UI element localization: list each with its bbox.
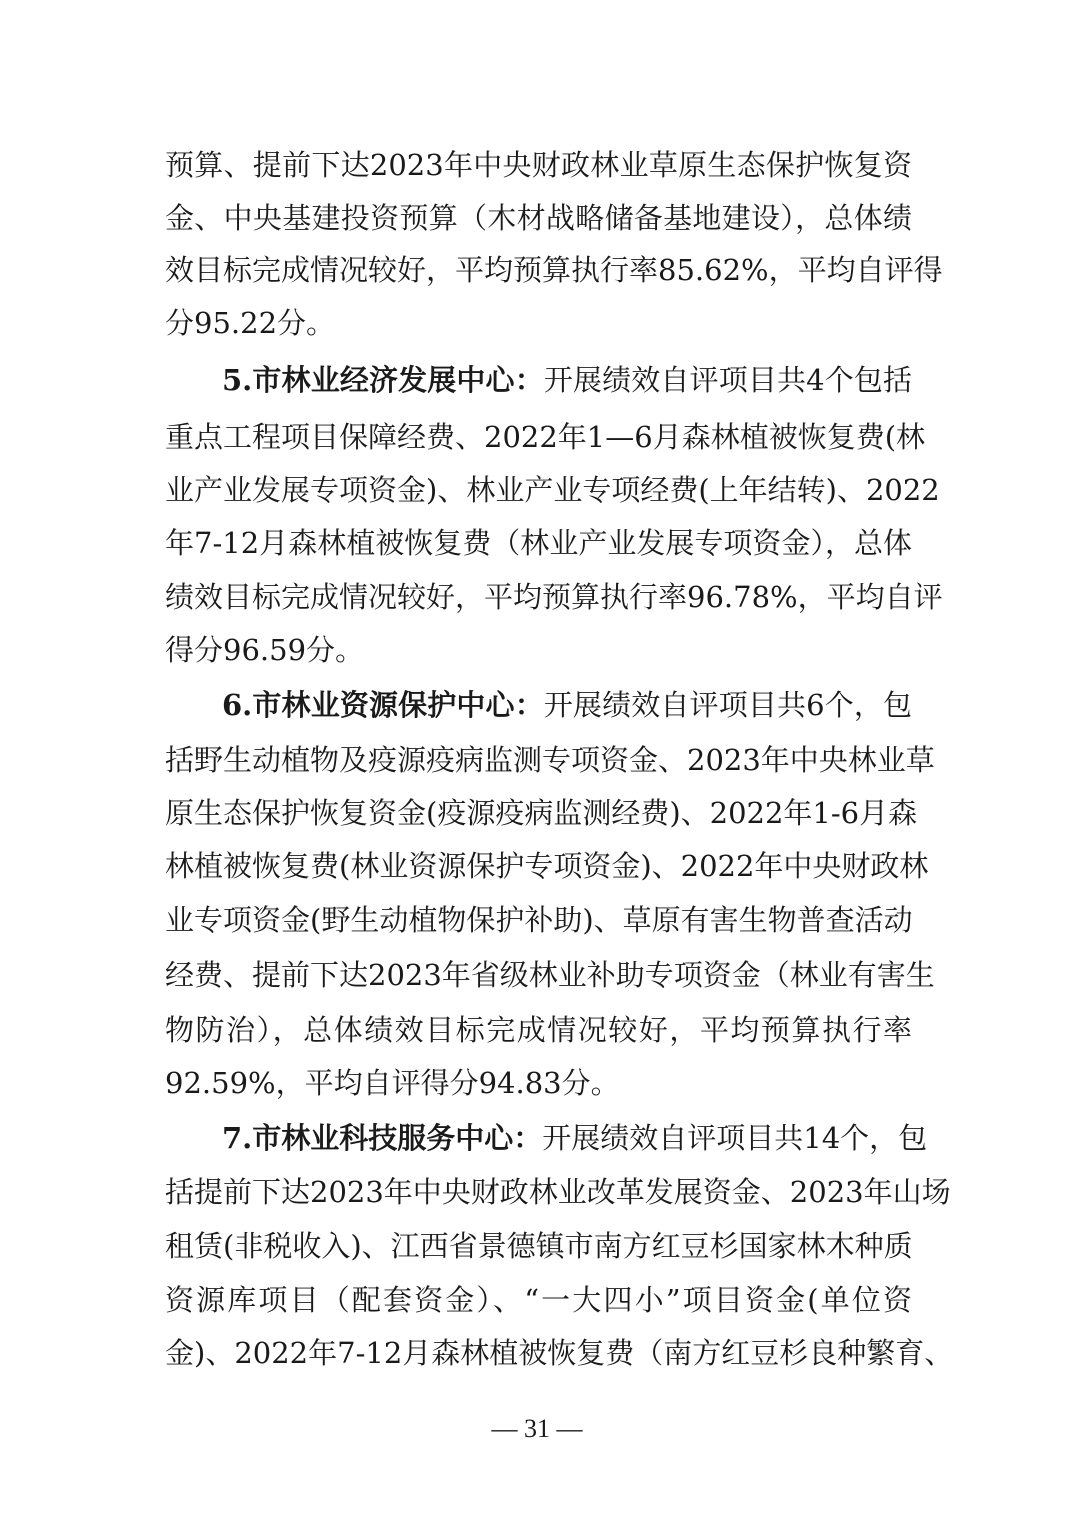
text-span: 开展绩效自评项目共4个包括 [543, 363, 912, 397]
paragraph-6-first-line [222, 687, 912, 723]
text-line: 得分96.59分。 [165, 633, 365, 667]
text-line: 物防治），总体绩效目标完成情况较好，平均预算执行率 [165, 1013, 912, 1047]
text-line: 重点工程项目保障经费、2022年1—6月森林植被恢复费(林 [165, 420, 926, 454]
paragraph-5-first-line [222, 362, 912, 398]
text-line: 分95.22分。 [165, 306, 336, 340]
text-line: 业专项资金(野生动植物保护补助)、草原有害生物普查活动 [165, 903, 913, 937]
text-span: 开展绩效自评项目共14个，包 [542, 1121, 928, 1155]
text-span: 开展绩效自评项目共6个，包 [543, 688, 912, 722]
text-line: 预算、提前下达2023年中央财政林业草原生态保护恢复资 [165, 148, 912, 182]
text-line: 年7-12月森林植被恢复费（林业产业发展专项资金），总体 [165, 526, 912, 560]
text-line: 金、中央基建投资预算（木材战略储备基地建设），总体绩 [165, 201, 912, 235]
text-line: 林植被恢复费(林业资源保护专项资金)、2022年中央财政林 [165, 849, 929, 883]
page-number: — 31 — [491, 1414, 583, 1443]
section-heading-7: 7.市林业科技服务中心： [222, 1121, 543, 1155]
text-line: 金)、2022年7-12月森林植被恢复费（南方红豆杉良种繁育、 [165, 1336, 954, 1370]
text-line: 92.59%，平均自评得分94.83分。 [165, 1066, 620, 1100]
text-line: 业产业发展专项资金)、林业产业专项经费(上年结转)、2022 [165, 473, 940, 507]
text-line: 绩效目标完成情况较好，平均预算执行率96.78%，平均自评 [165, 580, 943, 614]
text-line: 括野生动植物及疫源疫病监测专项资金、2023年中央林业草 [165, 743, 935, 777]
section-heading-5: 5.市林业经济发展中心： [222, 363, 544, 397]
text-line: 经费、提前下达2023年省级林业补助专项资金（林业有害生 [165, 958, 935, 992]
text-line: 效目标完成情况较好，平均预算执行率85.62%，平均自评得 [165, 253, 943, 287]
text-line: 租赁(非税收入)、江西省景德镇市南方红豆杉国家林木种质 [165, 1229, 913, 1263]
paragraph-7-first-line [222, 1120, 928, 1156]
text-line: 括提前下达2023年中央财政林业改革发展资金、2023年山场 [165, 1175, 951, 1209]
text-line: 资源库项目（配套资金）、“一大四小”项目资金(单位资 [165, 1283, 912, 1317]
section-heading-6: 6.市林业资源保护中心： [222, 688, 544, 722]
text-line: 原生态保护恢复资金(疫源疫病监测经费)、2022年1-6月森 [165, 796, 918, 830]
